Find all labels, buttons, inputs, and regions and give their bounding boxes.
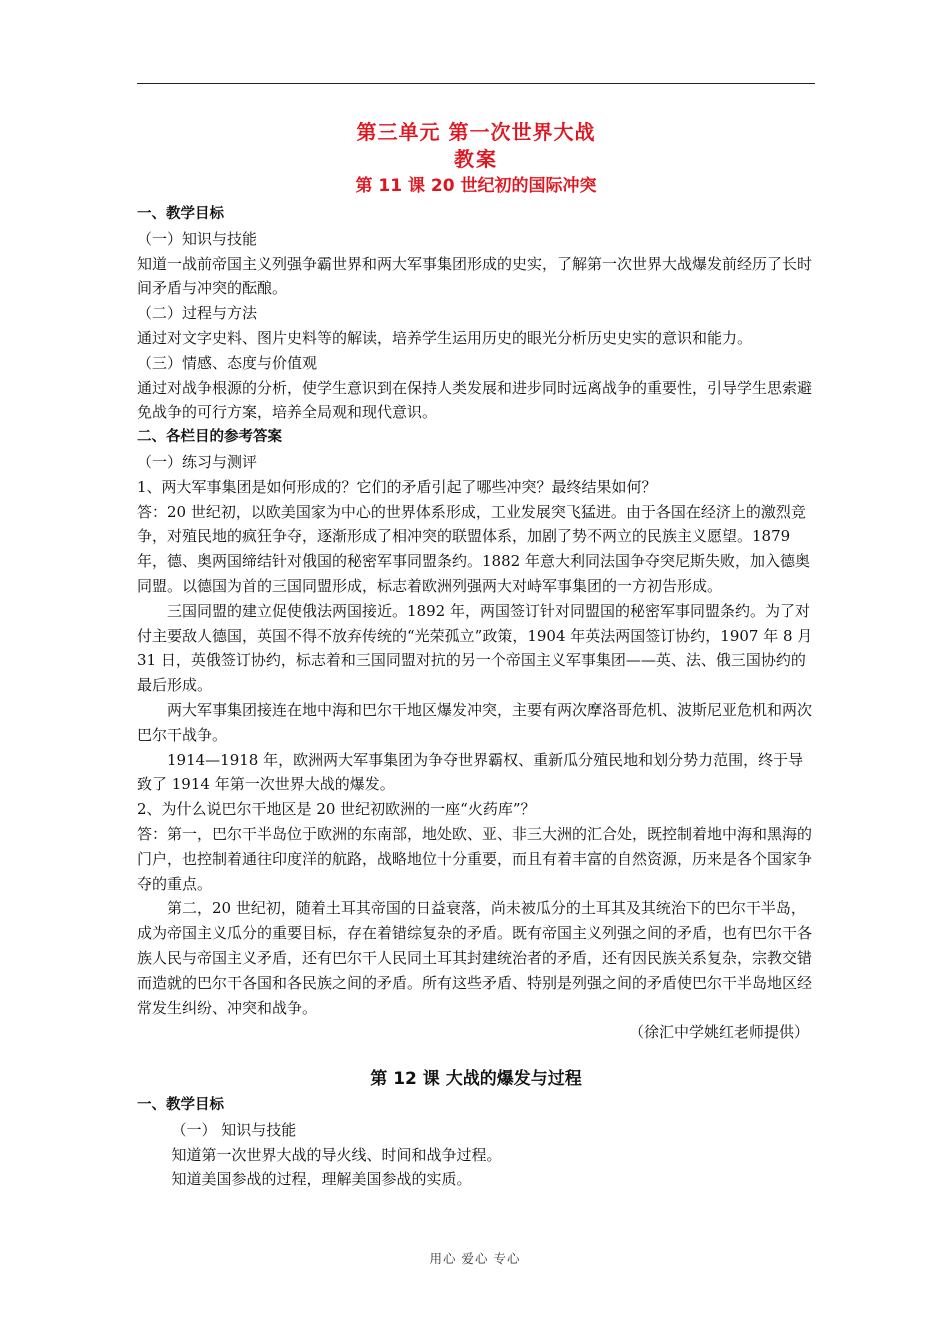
unit-title: 第三单元 第一次世界大战	[356, 120, 596, 144]
subsection-heading: （三）情感、态度与价值观	[137, 353, 318, 372]
paragraph: 知道第一次世界大战的导火线、时间和战争过程。	[171, 1145, 502, 1164]
section-heading: 一、教学目标	[137, 206, 224, 222]
section-heading: 一、教学目标	[137, 1097, 224, 1114]
answer-paragraph: 答：第一，巴尔干半岛位于欧洲的东南部，地处欧、亚、非三大洲的汇合处，既控制着地中海和黑海的门户，也控制着通往印度洋的航路，战略地位十分重要，而且有着丰富的自然资源，历来是各个国家争夺的重点。	[137, 824, 813, 893]
question: 1、两大军事集团是如何形成的？它们的矛盾引起了哪些冲突？最终结果如何？	[137, 477, 657, 496]
answer-paragraph: 两大军事集团接连在地中海和巴尔干地区爆发冲突，主要有两次摩洛哥危机、波斯尼亚危机和两次巴尔干战争。	[137, 700, 813, 744]
document-body	[137, 118, 815, 1192]
section-heading: 二、各栏目的参考答案	[137, 429, 282, 446]
answer-paragraph: 答：20 世纪初，以欧美国家为中心的世界体系形成，工业发展突飞猛进。由于各国在经济上的激烈竞争，对殖民地的疯狂争夺，逐渐形成了相冲突的联盟体系，加剧了势不两立的民族主义愿望。1879 年，德、奥两国缔结针对俄国的秘密军事同盟条约。1882 年意大利同法国争夺突尼斯失败，加入德奥同盟。以德国为首的三国同盟形成，标志着欧洲列强两大对峙军事集团的一方初告形成。	[137, 502, 810, 595]
subsection-heading: （一）知识与技能	[137, 229, 258, 248]
question: 2、为什么说巴尔干地区是 20 世纪初欧洲的一座“火药库”？	[137, 800, 536, 819]
paragraph: 通过对文字史料、图片史料等的解读，培养学生运用历史的眼光分析历史史实的意识和能力。	[137, 328, 753, 347]
answer-paragraph: 三国同盟的建立促使俄法两国接近。1892 年，两国签订针对同盟国的秘密军事同盟条约。为了对付主要敌人德国，英国不得不放弃传统的“光荣孤立”政策，1904 年英法两国签订协约，1907 年 8 月 31 日，英俄签订协约，标志着和三国同盟对抗的另一个帝国主义军事集团——英、法、俄三国协约的最后形成。	[137, 601, 813, 695]
doc-title: 教案	[454, 147, 498, 171]
lesson12-title: 第 12 课 大战的爆发与过程	[370, 1069, 582, 1090]
page-footer: 用心 爱心 专心	[429, 1251, 521, 1266]
subsection-heading: （一）练习与测评	[137, 452, 258, 471]
answer-paragraph: 1914—1918 年，欧洲两大军事集团为争夺世界霸权、重新瓜分殖民地和划分势力范围，终于导致了 1914 年第一次世界大战的爆发。	[137, 750, 804, 794]
credit-line: （徐汇中学姚红老师提供）	[628, 1023, 809, 1042]
answer-paragraph: 第二，20 世纪初，随着土耳其帝国的日益衰落，尚未被瓜分的土耳其及其统治下的巴尔干半岛，成为帝国主义瓜分的重要目标，存在着错综复杂的矛盾。既有帝国主义列强之间的矛盾，也有巴尔干各族人民与帝国主义矛盾，还有巴尔干人民同土耳其封建统治者的矛盾，还有因民族关系复杂，宗教交错而造就的巴尔干各国和各民族之间的矛盾。所有这些矛盾、特别是列强之间的矛盾使巴尔干半岛地区经常发生纠纷、冲突和战争。	[137, 899, 813, 1017]
paragraph: 知道美国参战的过程，理解美国参战的实质。	[171, 1170, 472, 1189]
header-rule	[137, 83, 815, 84]
subsection-heading: （一） 知识与技能	[171, 1120, 297, 1139]
paragraph: 通过对战争根源的分析，使学生意识到在保持人类发展和进步同时远离战争的重要性，引导学生思索避免战争的可行方案，培养全局观和现代意识。	[137, 378, 813, 422]
paragraph: 知道一战前帝国主义列强争霸世界和两大军事集团形成的史实，了解第一次世界大战爆发前经历了长时间矛盾与冲突的酝酿。	[137, 254, 813, 298]
lesson11-title: 第 11 课 20 世纪初的国际冲突	[355, 176, 597, 196]
subsection-heading: （二）过程与方法	[137, 304, 258, 323]
